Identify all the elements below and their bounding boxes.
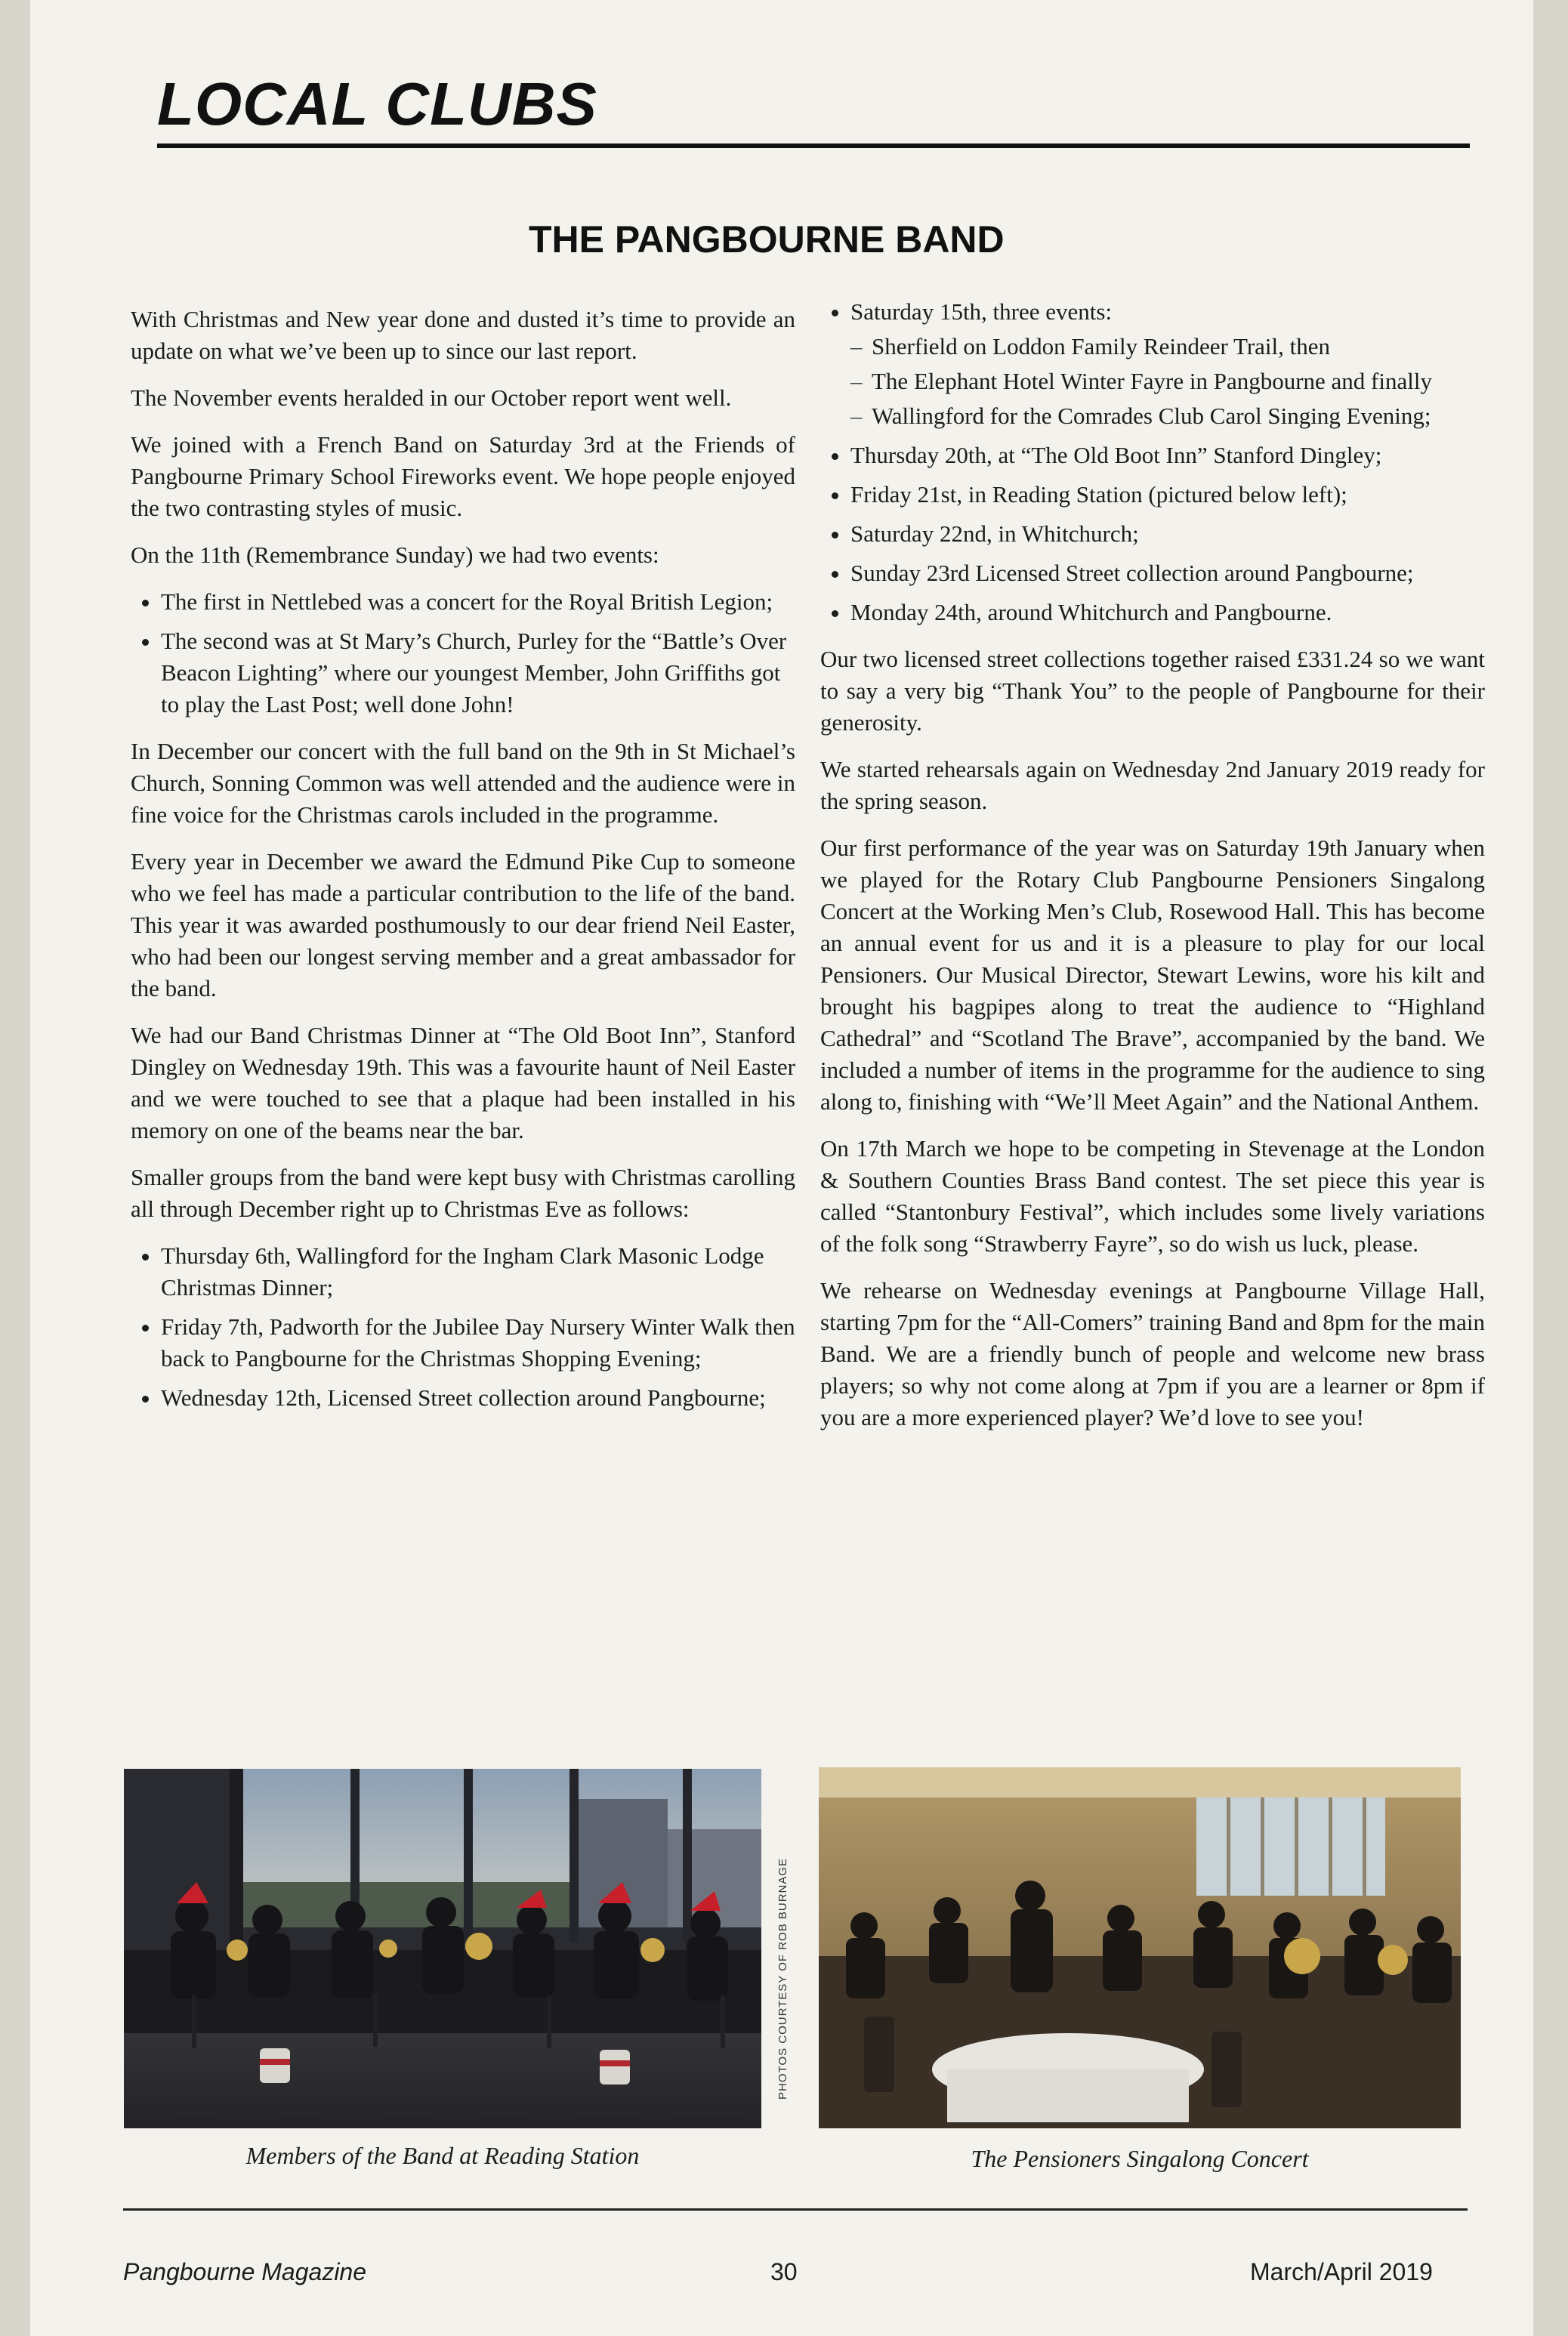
magazine-page — [30, 0, 1533, 2336]
reading-station-photo — [124, 1769, 761, 2128]
paragraph: We had our Band Christmas Dinner at “The Old Boot Inn”, Stanford Dingley on Wednesday 19th. This was a favourite haunt of Neil Easter and we were touched to see that a plaque had been installed in his memory on one of the beams near the bar. — [131, 1022, 795, 1143]
remembrance-list — [131, 586, 795, 721]
photo-caption-right: The Pensioners Singalong Concert — [971, 2145, 1309, 2172]
paragraph: On the 11th (Remembrance Sunday) we had two events: — [131, 542, 659, 568]
list-item: • Saturday 22nd, in Whitchurch; — [850, 518, 1485, 550]
photo-caption-left: Members of the Band at Reading Station — [245, 2142, 640, 2169]
footer-rule — [123, 2208, 1468, 2211]
sub-list — [850, 331, 1485, 432]
list-item: • Wednesday 12th, Licensed Street collection around Pangbourne; — [161, 1382, 795, 1414]
left-column — [131, 304, 795, 1429]
december-events-list-continued — [820, 296, 1485, 628]
paragraph: Every year in December we award the Edmund Pike Cup to someone who we feel has made a particular contribution to the life of the band. This year it was awarded posthumously to our dear friend Neil Easter, who had been our longest serving member and a great ambassador for the band. — [131, 848, 795, 1001]
paragraph: The November events heralded in our October report went well. — [131, 384, 732, 411]
paragraph: We started rehearsals again on Wednesday 2nd January 2019 ready for the spring season. — [820, 756, 1485, 814]
section-header: LOCAL CLUBS — [157, 70, 597, 137]
list-item: • Sunday 23rd Licensed Street collection around Pangbourne; — [850, 557, 1485, 589]
paragraph: On 17th March we hope to be competing in Stevenage at the London & Southern Counties Brass Band contest. The set piece this year is called “Stantonbury Festival”, which includes some lively variations of the folk song “Strawberry Fayre”, so do wish us luck, please. — [820, 1135, 1485, 1257]
paragraph: With Christmas and New year done and dusted it’s time to provide an update on what we’ve been up to since our last report. — [131, 306, 795, 364]
list-item — [850, 296, 1485, 432]
list-item: • Thursday 20th, at “The Old Boot Inn” Stanford Dingley; — [850, 440, 1485, 471]
sub-list-item: – Wallingford for the Comrades Club Carol Singing Evening; — [872, 400, 1485, 432]
december-events-list — [131, 1240, 795, 1414]
paragraph: Our two licensed street collections together raised £331.24 so we want to say a very big “Thank You” to the people of Pangbourne for their generosity. — [820, 646, 1485, 736]
sub-list-item: – Sherfield on Loddon Family Reindeer Trail, then — [872, 331, 1485, 363]
singalong-concert-photo — [819, 1767, 1461, 2128]
list-item: • The second was at St Mary’s Church, Purley for the “Battle’s Over Beacon Lighting” where our youngest Member, John Griffiths got to play the Last Post; well done John! — [161, 625, 795, 721]
paragraph: We rehearse on Wednesday evenings at Pangbourne Village Hall, starting 7pm for the “All-Comers” training Band and 8pm for the main Band. We are a friendly bunch of people and welcome new brass players; so why not come along at 7pm if you are a learner or 8pm if you are a more experienced player? We’d love to see you! — [820, 1277, 1485, 1430]
footer-issue: March/April 2019 — [1250, 2258, 1433, 2285]
header-rule — [157, 143, 1470, 148]
list-item: • Friday 21st, in Reading Station (pictured below left); — [850, 479, 1485, 511]
list-item: • Thursday 6th, Wallingford for the Ingham Clark Masonic Lodge Christmas Dinner; — [161, 1240, 795, 1304]
list-item: • Monday 24th, around Whitchurch and Pangbourne. — [850, 597, 1485, 628]
list-item-label: Saturday 15th, three events: — [850, 298, 1113, 325]
sub-list-item: – The Elephant Hotel Winter Fayre in Pangbourne and finally — [872, 366, 1485, 397]
list-item: • Friday 7th, Padworth for the Jubilee Day Nursery Winter Walk then back to Pangbourne for the Christmas Shopping Evening; — [161, 1311, 795, 1375]
photo-credit: PHOTOS COURTESY OF ROB BURNAGE — [776, 1857, 789, 2100]
paragraph: Smaller groups from the band were kept busy with Christmas carolling all through December right up to Christmas Eve as follows: — [131, 1164, 795, 1222]
paragraph: Our first performance of the year was on Saturday 19th January when we played for the Rotary Club Pangbourne Pensioners Singalong Concert at the Working Men’s Club, Rosewood Hall. This has become an annual event for us and it is a pleasure to play for our local Pensioners. Our Musical Director, Stewart Lewins, wore his kilt and brought his bagpipes along to treat the audience to “Highland Cathedral” and “Scotland The Brave”, accompanied by the band. We included a number of items in the programme for the audience to sing along to, finishing with “We’ll Meet Again” and the National Anthem. — [820, 835, 1485, 1115]
list-item: • The first in Nettlebed was a concert for the Royal British Legion; — [161, 586, 795, 618]
footer-publication: Pangbourne Magazine — [123, 2258, 367, 2285]
article-title: THE PANGBOURNE BAND — [529, 218, 1005, 261]
footer-page-number: 30 — [770, 2258, 798, 2285]
paragraph: In December our concert with the full band on the 9th in St Michael’s Church, Sonning Common was well attended and the audience were in fine voice for the Christmas carols included in the programme. — [131, 738, 795, 828]
right-column — [820, 296, 1485, 1449]
paragraph: We joined with a French Band on Saturday 3rd at the Friends of Pangbourne Primary School Fireworks event. We hope people enjoyed the two contrasting styles of music. — [131, 431, 795, 521]
